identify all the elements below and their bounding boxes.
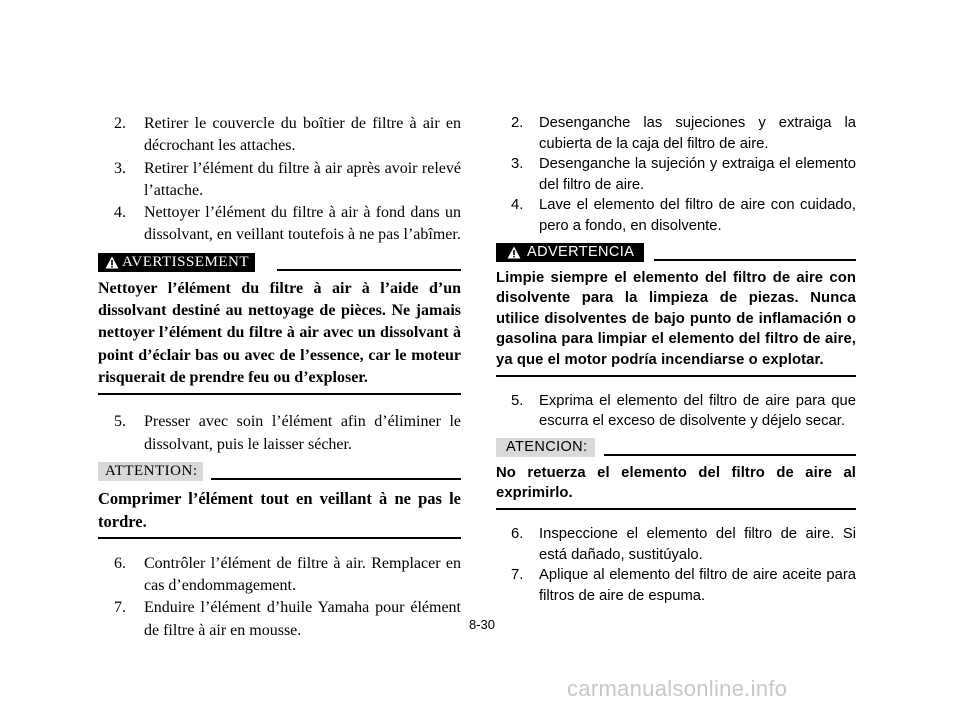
step-text: Nettoyer l’élément du filtre à air à fond dans un dissolvant, en veillant toutefois à ne pas l’abîmer. [144, 204, 461, 244]
step-text: Aplique al elemento del filtro de aire aceite para filtros de aire de espuma. [539, 567, 856, 604]
step-text: Retirer l’élément du filtre à air après avoir relevé l’attache. [144, 159, 461, 199]
step-text: Desenganche la sujeción y extraiga el elemento del filtro de aire. [539, 156, 856, 193]
step-number: 3. [511, 156, 524, 173]
warning-box-fr [98, 253, 461, 395]
warning-header [496, 243, 856, 263]
step-number: 7. [511, 567, 524, 584]
step-number: 5. [511, 392, 524, 409]
step-number: 6. [511, 525, 524, 542]
step-7-fr [98, 597, 461, 642]
warning-label: ADVERTENCIA [527, 244, 635, 261]
caution-text: Comprimer l’élément tout en veillant à ne pas le tordre. [98, 482, 461, 539]
caution-badge: ATTENTION: [98, 462, 203, 481]
warning-box-es [496, 243, 856, 377]
page-number: 8-30 [468, 617, 496, 632]
step-number: 5. [114, 413, 126, 431]
header-rule [654, 259, 856, 261]
warning-badge [98, 253, 255, 272]
warning-header [98, 253, 461, 273]
step-5-fr [98, 411, 461, 456]
step-text: Presser avec soin l’élément afin d’éliminer le dissolvant, puis le laisser sécher. [144, 413, 461, 453]
step-4-fr [98, 202, 461, 247]
step-number: 6. [114, 554, 126, 572]
step-text: Inspeccione el elemento del filtro de aire. Si está dañado, sustitúyalo. [539, 525, 856, 563]
caution-text: No retuerza el elemento del filtro de aire al exprimirlo. [496, 458, 856, 510]
step-text: Desenganche las sujeciones y extraiga la cubierta de la caja del filtro de aire. [539, 115, 856, 152]
step-text: Exprima el elemento del filtro de aire para que escurra el exceso de disolvente y déjelo secar. [539, 392, 856, 430]
warning-triangle-icon [105, 256, 119, 269]
step-6-es [496, 524, 856, 565]
caution-box-fr [98, 462, 461, 539]
step-number: 2. [511, 115, 524, 131]
step-5-es [496, 391, 856, 432]
step-6-fr [98, 553, 461, 598]
step-3-es [496, 154, 856, 195]
watermark: carmanualsonline.info [567, 676, 788, 701]
warning-badge [496, 243, 644, 262]
spanish-column [496, 113, 856, 606]
caution-badge: ATENCION: [496, 438, 595, 457]
step-number: 2. [114, 115, 126, 132]
warning-text: Limpie siempre el elemento del filtro de aire con disolvente para la limpieza de piezas. Nunca utilice disolventes de bajo punto de inflamación o gasolina para limpiar el elemento del filtro de aire, ya que el motor podría incendiarse o explotar. [496, 263, 856, 377]
caution-box-es [496, 438, 856, 510]
step-number: 3. [114, 159, 126, 177]
step-7-es [496, 565, 856, 606]
step-text: Lave el elemento del filtro de aire con cuidado, pero a fondo, en disolvente. [539, 197, 856, 234]
caution-header [98, 462, 461, 482]
step-number: 4. [114, 204, 126, 222]
header-rule [604, 454, 856, 456]
header-rule [277, 269, 461, 271]
step-text: Retirer le couvercle du boîtier de filtre à air en décrochant les attaches. [144, 115, 461, 155]
step-2-es [496, 113, 856, 154]
warning-label: AVERTISSEMENT [122, 254, 249, 271]
step-4-es [496, 195, 856, 236]
step-2-fr [98, 113, 461, 158]
step-number: 7. [114, 599, 126, 617]
caution-header [496, 438, 856, 458]
step-text: Enduire l’élément d’huile Yamaha pour élément de filtre à air en mousse. [144, 599, 461, 639]
step-text: Contrôler l’élément de filtre à air. Remplacer en cas d’endommagement. [144, 554, 461, 595]
warning-triangle-icon [507, 246, 521, 259]
step-3-fr [98, 158, 461, 203]
header-rule [211, 478, 461, 480]
warning-text: Nettoyer l’élément du filtre à air à l’aide d’un dissolvant destiné au nettoyage de pièces. Ne jamais nettoyer l’élément du filtre à air avec un dissolvant à point d’éclair bas ou avec de l’essence, car le moteur risquerait de prendre feu ou d’exploser. [98, 273, 461, 395]
step-number: 4. [511, 197, 524, 214]
french-column [98, 113, 461, 642]
